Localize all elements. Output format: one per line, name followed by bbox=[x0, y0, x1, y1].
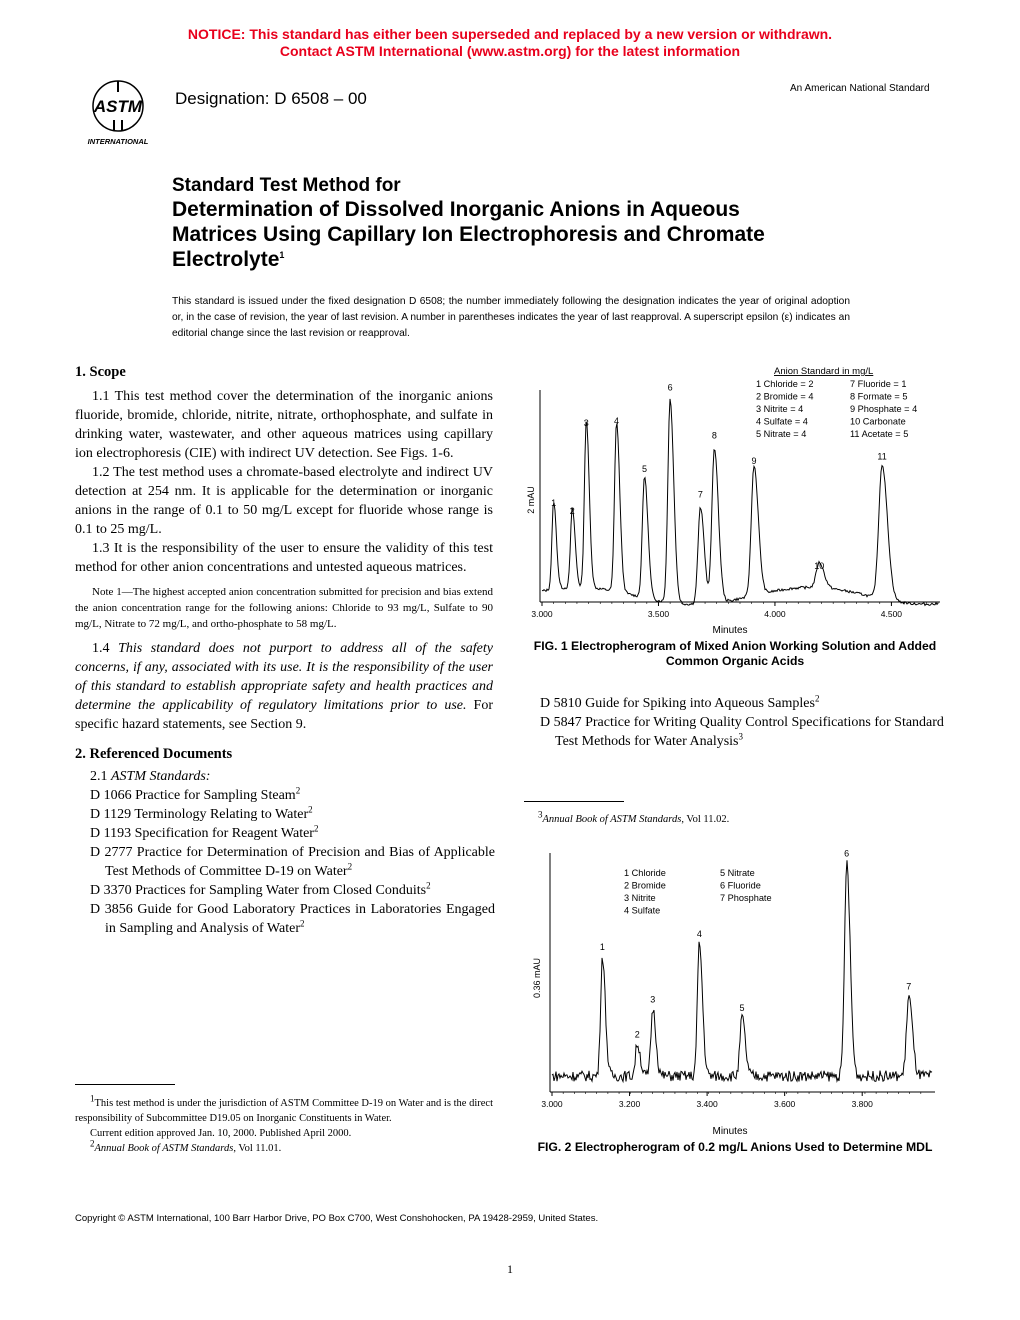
ref-item-sup: 2 bbox=[347, 861, 353, 872]
scope-1-4 bbox=[75, 639, 493, 734]
ref-item-text: D 5810 Guide for Spiking into Aqueous Samples bbox=[540, 696, 815, 711]
peak-label: 8 bbox=[711, 430, 717, 441]
page-number: 1 bbox=[507, 1262, 513, 1276]
ref-item bbox=[525, 694, 945, 713]
american-national-standard: An American National Standard bbox=[790, 83, 930, 94]
legend-entry: 7 Fluoride = 1 bbox=[850, 379, 907, 389]
peak-label: 4 bbox=[696, 929, 702, 940]
legend-entry: 3 Nitrite = 4 bbox=[756, 404, 804, 414]
peak-label: 3 bbox=[650, 994, 656, 1005]
title-block bbox=[172, 175, 872, 272]
footnote-3-mark: 3 bbox=[538, 809, 543, 820]
x-tick-label: 3.800 bbox=[851, 1099, 873, 1109]
scope-1-1: 1.1 This test method cover the determination of the inorganic anions fluoride, bromide, chloride, nitrite, nitrate, orthophosphate, and sulfate in drinking water, wastewater, and other aqueous matrices using capillary ion electrophoresis (CIE) with indirect UV detection. See Figs. 1-6. bbox=[75, 389, 493, 461]
legend-entry: 4 Sulfate = 4 bbox=[756, 416, 808, 427]
scope-1-2: 1.2 The test method uses a chromate-based electrolyte and indirect UV detection at 254 nm. It is applicable for the determination or inorganic anions in the range of 0.1 to 50 mg/L except for fluoride whose range is 0.1 to 25 mg/L. bbox=[75, 465, 493, 537]
peak-label: 1 bbox=[599, 942, 605, 953]
legend-entry: 3 Nitrite bbox=[624, 893, 656, 903]
peak-label: 2 bbox=[634, 1029, 640, 1040]
fig1-ylabel: 2 mAU bbox=[526, 486, 536, 514]
footnote-2-vol: , Vol 11.01. bbox=[233, 1143, 282, 1154]
title-line-4: Electrolyte bbox=[172, 248, 280, 271]
ref-item-text: D 2777 Practice for Determination of Precision and Bias of Applicable Test Methods of Committee D-19 on Water bbox=[90, 845, 495, 879]
title-footnote-mark: 1 bbox=[279, 250, 285, 260]
scope-heading: 1. Scope bbox=[75, 364, 126, 380]
ref-item-text: D 1193 Specification for Reagent Water bbox=[90, 826, 314, 841]
ref-item bbox=[75, 824, 495, 843]
right-refs bbox=[525, 694, 945, 751]
ref-item bbox=[75, 881, 495, 900]
title-line-3: Matrices Using Capillary Ion Electrophoresis and Chromate bbox=[172, 223, 765, 246]
peak-label: 7 bbox=[906, 981, 912, 992]
peak-label: 5 bbox=[739, 1003, 745, 1014]
ref-item-text: D 1129 Terminology Relating to Water bbox=[90, 807, 309, 822]
x-tick-label: 3.500 bbox=[647, 609, 670, 619]
peak-label: 1 bbox=[551, 497, 557, 508]
refs-2-1 bbox=[75, 767, 493, 786]
ref-item-text: D 3856 Guide for Good Laboratory Practices in Laboratories Engaged in Sampling and Analysis of Water bbox=[90, 902, 495, 936]
scope-1-4-tail: For specific hazard statements, see Section 9. bbox=[75, 698, 494, 732]
legend-entry: 11 Acetate = 5 bbox=[850, 429, 909, 439]
fig1-xlabel: Minutes bbox=[712, 625, 748, 636]
peak-label: 4 bbox=[614, 415, 620, 426]
designation: Designation: D 6508 – 00 bbox=[175, 89, 367, 108]
refs-heading: 2. Referenced Documents bbox=[75, 746, 233, 762]
x-tick-label: 4.500 bbox=[880, 609, 903, 619]
figure-2-chart bbox=[520, 848, 950, 1138]
x-tick-label: 3.200 bbox=[618, 1099, 641, 1109]
logo-text: ASTM bbox=[93, 97, 143, 116]
peak-label: 5 bbox=[641, 464, 648, 475]
fig1-legend-title: Anion Standard in mg/L bbox=[774, 366, 874, 377]
ref-item-text: D 1066 Practice for Sampling Steam bbox=[90, 788, 296, 803]
notice-line-1: NOTICE: This standard has either been superseded and replaced by a new version or withdrawn. bbox=[187, 26, 833, 42]
refs-2-1-italic: ASTM Standards: bbox=[111, 769, 211, 784]
copyright: Copyright © ASTM International, 100 Barr Harbor Drive, PO Box C700, West Conshohocken, PA 19428-2959, United States. bbox=[75, 1213, 599, 1224]
ref-item-text: D 3370 Practices for Sampling Water from Closed Conduits bbox=[90, 883, 427, 898]
left-footnotes bbox=[75, 1093, 493, 1156]
figure-1-chart bbox=[520, 360, 950, 640]
peak-label: 2 bbox=[569, 506, 575, 517]
legend-entry: 10 Carbonate bbox=[850, 416, 906, 427]
issued-statement: This standard is issued under the fixed designation D 6508; the number immediately following the designation indicates the year of original adoption or, in the case of revision, the year of last revision. A number in parentheses indicates the year of last reapproval. A superscript epsilon (ε) indicates an editorial change since the last revision or reapproval. bbox=[172, 296, 850, 339]
title-line-1: Standard Test Method for bbox=[172, 175, 401, 196]
peak-label: 6 bbox=[667, 382, 673, 393]
footnote-1-mark: 1 bbox=[90, 1093, 95, 1104]
title-main bbox=[172, 197, 872, 272]
legend-entry: 4 Sulfate bbox=[624, 905, 661, 916]
footnote-rule bbox=[524, 801, 624, 802]
peak-label: 6 bbox=[844, 848, 850, 859]
footnote-2 bbox=[75, 1138, 493, 1156]
footnote-1b: Current edition approved Jan. 10, 2000. Published April 2000. bbox=[90, 1128, 352, 1139]
x-tick-label: 3.000 bbox=[531, 609, 553, 619]
ref-item-sup: 2 bbox=[299, 918, 305, 929]
fig2-xlabel: Minutes bbox=[712, 1126, 748, 1137]
x-tick-label: 3.400 bbox=[696, 1099, 718, 1109]
ref-item-sup: 3 bbox=[738, 731, 743, 742]
withdrawn-notice bbox=[0, 26, 1020, 60]
footnote-3 bbox=[538, 809, 956, 827]
notice-line-2: Contact ASTM International (www.astm.org) for the latest information bbox=[279, 43, 741, 59]
ref-item-sup: 2 bbox=[295, 785, 301, 796]
footnote-2-mark: 2 bbox=[90, 1138, 95, 1149]
legend-entry: 6 Fluoride bbox=[720, 880, 761, 891]
legend-entry: 2 Bromide bbox=[624, 880, 666, 891]
scope-note-1: Note 1—The highest accepted anion concentration submitted for precision and bias extend the anion concentration range for the following anions: Chloride to 93 mg/L, Sulfate to 90 mg/L, Nitrate to 72 mg/L, and ortho-phosphate to 58 mg/L. bbox=[75, 586, 493, 630]
logo-sub: INTERNATIONAL bbox=[87, 137, 149, 146]
legend-entry: 2 Bromide = 4 bbox=[756, 391, 814, 402]
peak-label: 9 bbox=[751, 455, 757, 466]
peak-label: 7 bbox=[697, 489, 703, 500]
ref-item-sup: 2 bbox=[313, 823, 319, 834]
footnote-3-vol: , Vol 11.02. bbox=[681, 814, 730, 825]
x-tick-label: 3.000 bbox=[541, 1099, 563, 1109]
legend-entry: 8 Formate = 5 bbox=[850, 391, 908, 402]
ref-item-sup: 2 bbox=[426, 880, 431, 891]
ref-item bbox=[75, 900, 495, 938]
footnote-rule bbox=[75, 1084, 175, 1085]
legend-entry: 5 Nitrate bbox=[720, 868, 755, 878]
fig2-ylabel: 0.36 mAU bbox=[532, 957, 542, 999]
footnote-3-italic: Annual Book of ASTM Standards bbox=[542, 814, 682, 825]
ref-item bbox=[75, 843, 495, 881]
refs-2-1-num: 2.1 bbox=[90, 769, 111, 784]
legend-entry: 7 Phosphate bbox=[720, 893, 772, 903]
footnote-1 bbox=[75, 1093, 493, 1126]
peak-label: 3 bbox=[583, 418, 589, 428]
peak-label: 11 bbox=[877, 451, 887, 462]
legend-entry: 1 Chloride bbox=[624, 868, 666, 878]
ref-item bbox=[525, 713, 945, 751]
ref-item bbox=[75, 786, 495, 805]
x-tick-label: 3.600 bbox=[774, 1099, 796, 1109]
figure-1-caption: FIG. 1 Electropherogram of Mixed Anion Working Solution and Added Common Organic Acids bbox=[533, 639, 937, 668]
scope-1-4-italic: This standard does not purport to address all of the safety concerns, if any, associated with its use. It is the responsibility of the user of this standard to establish appropriate safety and health practices and determine the applicability of regulatory limitations prior to use. bbox=[75, 641, 494, 713]
x-tick-label: 4.000 bbox=[764, 609, 786, 619]
legend-entry: 1 Chloride = 2 bbox=[756, 379, 814, 389]
figure-2-caption: FIG. 2 Electropherogram of 0.2 mg/L Anions Used to Determine MDL bbox=[537, 1140, 933, 1154]
ref-item-sup: 2 bbox=[308, 804, 313, 815]
footnote-1-text: This test method is under the jurisdiction of ASTM Committee D-19 on Water and is the direct responsibility of Subcommittee D19.05 on Inorganic Constituents in Water. bbox=[75, 1098, 493, 1124]
footnote-2-italic: Annual Book of ASTM Standards bbox=[94, 1143, 234, 1154]
title-line-2: Determination of Dissolved Inorganic Anions in Aqueous bbox=[172, 198, 740, 221]
scope-1-4-num: 1.4 bbox=[92, 641, 119, 656]
astm-logo bbox=[76, 76, 160, 148]
ref-item-text: D 5847 Practice for Writing Quality Control Specifications for Standard Test Methods for Water Analysis bbox=[540, 715, 944, 749]
scope-1-3: 1.3 It is the responsibility of the user to ensure the validity of this test method for other anion concentrations and untested aqueous matrices. bbox=[75, 541, 493, 575]
ref-item-sup: 2 bbox=[814, 693, 820, 704]
peak-label: 10 bbox=[814, 560, 825, 571]
ref-item bbox=[75, 805, 495, 824]
left-column bbox=[75, 364, 495, 938]
legend-entry: 9 Phosphate = 4 bbox=[850, 404, 918, 414]
legend-entry: 5 Nitrate = 4 bbox=[756, 429, 807, 439]
